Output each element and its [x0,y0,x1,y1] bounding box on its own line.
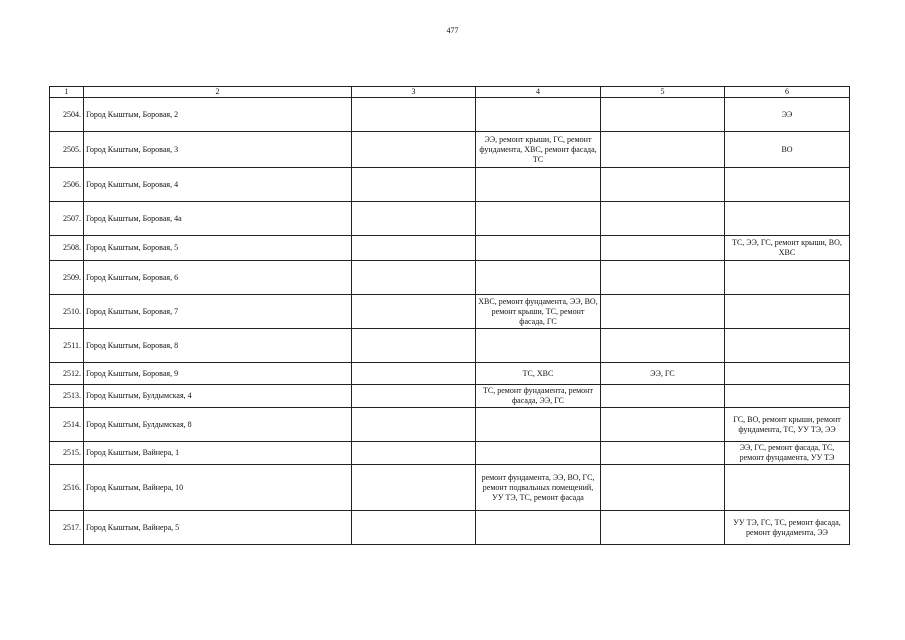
col4-cell [476,202,601,236]
row-number: 2507. [50,202,84,236]
col3-cell [352,511,476,545]
col6-cell [725,329,850,363]
col3-cell [352,261,476,295]
col4-cell: ХВС, ремонт фундамента, ЭЭ, ВО, ремонт крыши, ТС, ремонт фасада, ГС [476,295,601,329]
col5-cell [601,236,725,261]
row-number: 2509. [50,261,84,295]
registry-table [49,86,850,545]
col4-cell [476,168,601,202]
row-number: 2515. [50,442,84,465]
row-number: 2516. [50,465,84,511]
page-number: 477 [446,26,459,35]
address-cell: Город Кыштым, Боровая, 9 [84,363,352,385]
col6-cell: ЭЭ [725,98,850,132]
col3-cell [352,329,476,363]
address-cell: Город Кыштым, Боровая, 2 [84,98,352,132]
column-header: 2 [84,87,352,98]
col6-cell [725,465,850,511]
col4-cell [476,261,601,295]
table-row [50,236,850,261]
address-cell: Город Кыштым, Вайнера, 10 [84,465,352,511]
col6-cell: ТС, ЭЭ, ГС, ремонт крыши, ВО, ХВС [725,236,850,261]
address-cell: Город Кыштым, Боровая, 4 [84,168,352,202]
col4-cell [476,442,601,465]
col6-cell: ВО [725,132,850,168]
column-header: 1 [50,87,84,98]
col5-cell [601,511,725,545]
col5-cell [601,295,725,329]
address-cell: Город Кыштым, Вайнера, 1 [84,442,352,465]
table-row [50,329,850,363]
col3-cell [352,363,476,385]
table-row [50,132,850,168]
address-cell: Город Кыштым, Булдымская, 4 [84,385,352,408]
address-cell: Город Кыштым, Боровая, 8 [84,329,352,363]
row-number: 2504. [50,98,84,132]
col5-cell [601,261,725,295]
col6-cell [725,363,850,385]
col6-cell [725,202,850,236]
table-row [50,385,850,408]
col3-cell [352,442,476,465]
col3-cell [352,236,476,261]
table-row [50,408,850,442]
row-number: 2506. [50,168,84,202]
col6-cell [725,385,850,408]
row-number: 2508. [50,236,84,261]
col5-cell [601,329,725,363]
address-cell: Город Кыштым, Боровая, 6 [84,261,352,295]
row-number: 2511. [50,329,84,363]
col5-cell [601,442,725,465]
table-row [50,465,850,511]
col6-cell: ЭЭ, ГС, ремонт фасада, ТС, ремонт фундамента, УУ ТЭ [725,442,850,465]
col3-cell [352,465,476,511]
col3-cell [352,202,476,236]
table-row [50,363,850,385]
table-row [50,442,850,465]
column-header: 6 [725,87,850,98]
row-number: 2505. [50,132,84,168]
table-row [50,98,850,132]
address-cell: Город Кыштым, Боровая, 3 [84,132,352,168]
col3-cell [352,168,476,202]
table-body [50,98,850,545]
table-row [50,295,850,329]
address-cell: Город Кыштым, Боровая, 4а [84,202,352,236]
col3-cell [352,132,476,168]
address-cell: Город Кыштым, Боровая, 5 [84,236,352,261]
row-number: 2517. [50,511,84,545]
col6-cell [725,168,850,202]
table-row [50,168,850,202]
col5-cell [601,98,725,132]
header-row [50,87,850,98]
col4-cell: ТС, ремонт фундамента, ремонт фасада, ЭЭ, ГС [476,385,601,408]
col6-cell [725,295,850,329]
col6-cell: УУ ТЭ, ГС, ТС, ремонт фасада, ремонт фундамента, ЭЭ [725,511,850,545]
col6-cell: ГС, ВО, ремонт крыши, ремонт фундамента, ТС, УУ ТЭ, ЭЭ [725,408,850,442]
row-number: 2514. [50,408,84,442]
table-row [50,202,850,236]
address-cell: Город Кыштым, Вайнера, 5 [84,511,352,545]
col3-cell [352,98,476,132]
col5-cell [601,465,725,511]
col5-cell [601,168,725,202]
col4-cell: ЭЭ, ремонт крыши, ГС, ремонт фундамента, ХВС, ремонт фасада, ТС [476,132,601,168]
address-cell: Город Кыштым, Булдымская, 8 [84,408,352,442]
column-header: 3 [352,87,476,98]
col3-cell [352,385,476,408]
col4-cell [476,236,601,261]
col5-cell [601,132,725,168]
col6-cell [725,261,850,295]
col4-cell [476,511,601,545]
row-number: 2510. [50,295,84,329]
col3-cell [352,408,476,442]
col5-cell [601,385,725,408]
col4-cell [476,408,601,442]
row-number: 2512. [50,363,84,385]
col4-cell [476,329,601,363]
col3-cell [352,295,476,329]
row-number: 2513. [50,385,84,408]
col4-cell: ремонт фундамента, ЭЭ, ВО, ГС, ремонт подвальных помещений, УУ ТЭ, ТС, ремонт фасада [476,465,601,511]
col4-cell: ТС, ХВС [476,363,601,385]
column-header: 5 [601,87,725,98]
col5-cell: ЭЭ, ГС [601,363,725,385]
table-row [50,261,850,295]
address-cell: Город Кыштым, Боровая, 7 [84,295,352,329]
col4-cell [476,98,601,132]
table-row [50,511,850,545]
col5-cell [601,202,725,236]
col5-cell [601,408,725,442]
column-header: 4 [476,87,601,98]
